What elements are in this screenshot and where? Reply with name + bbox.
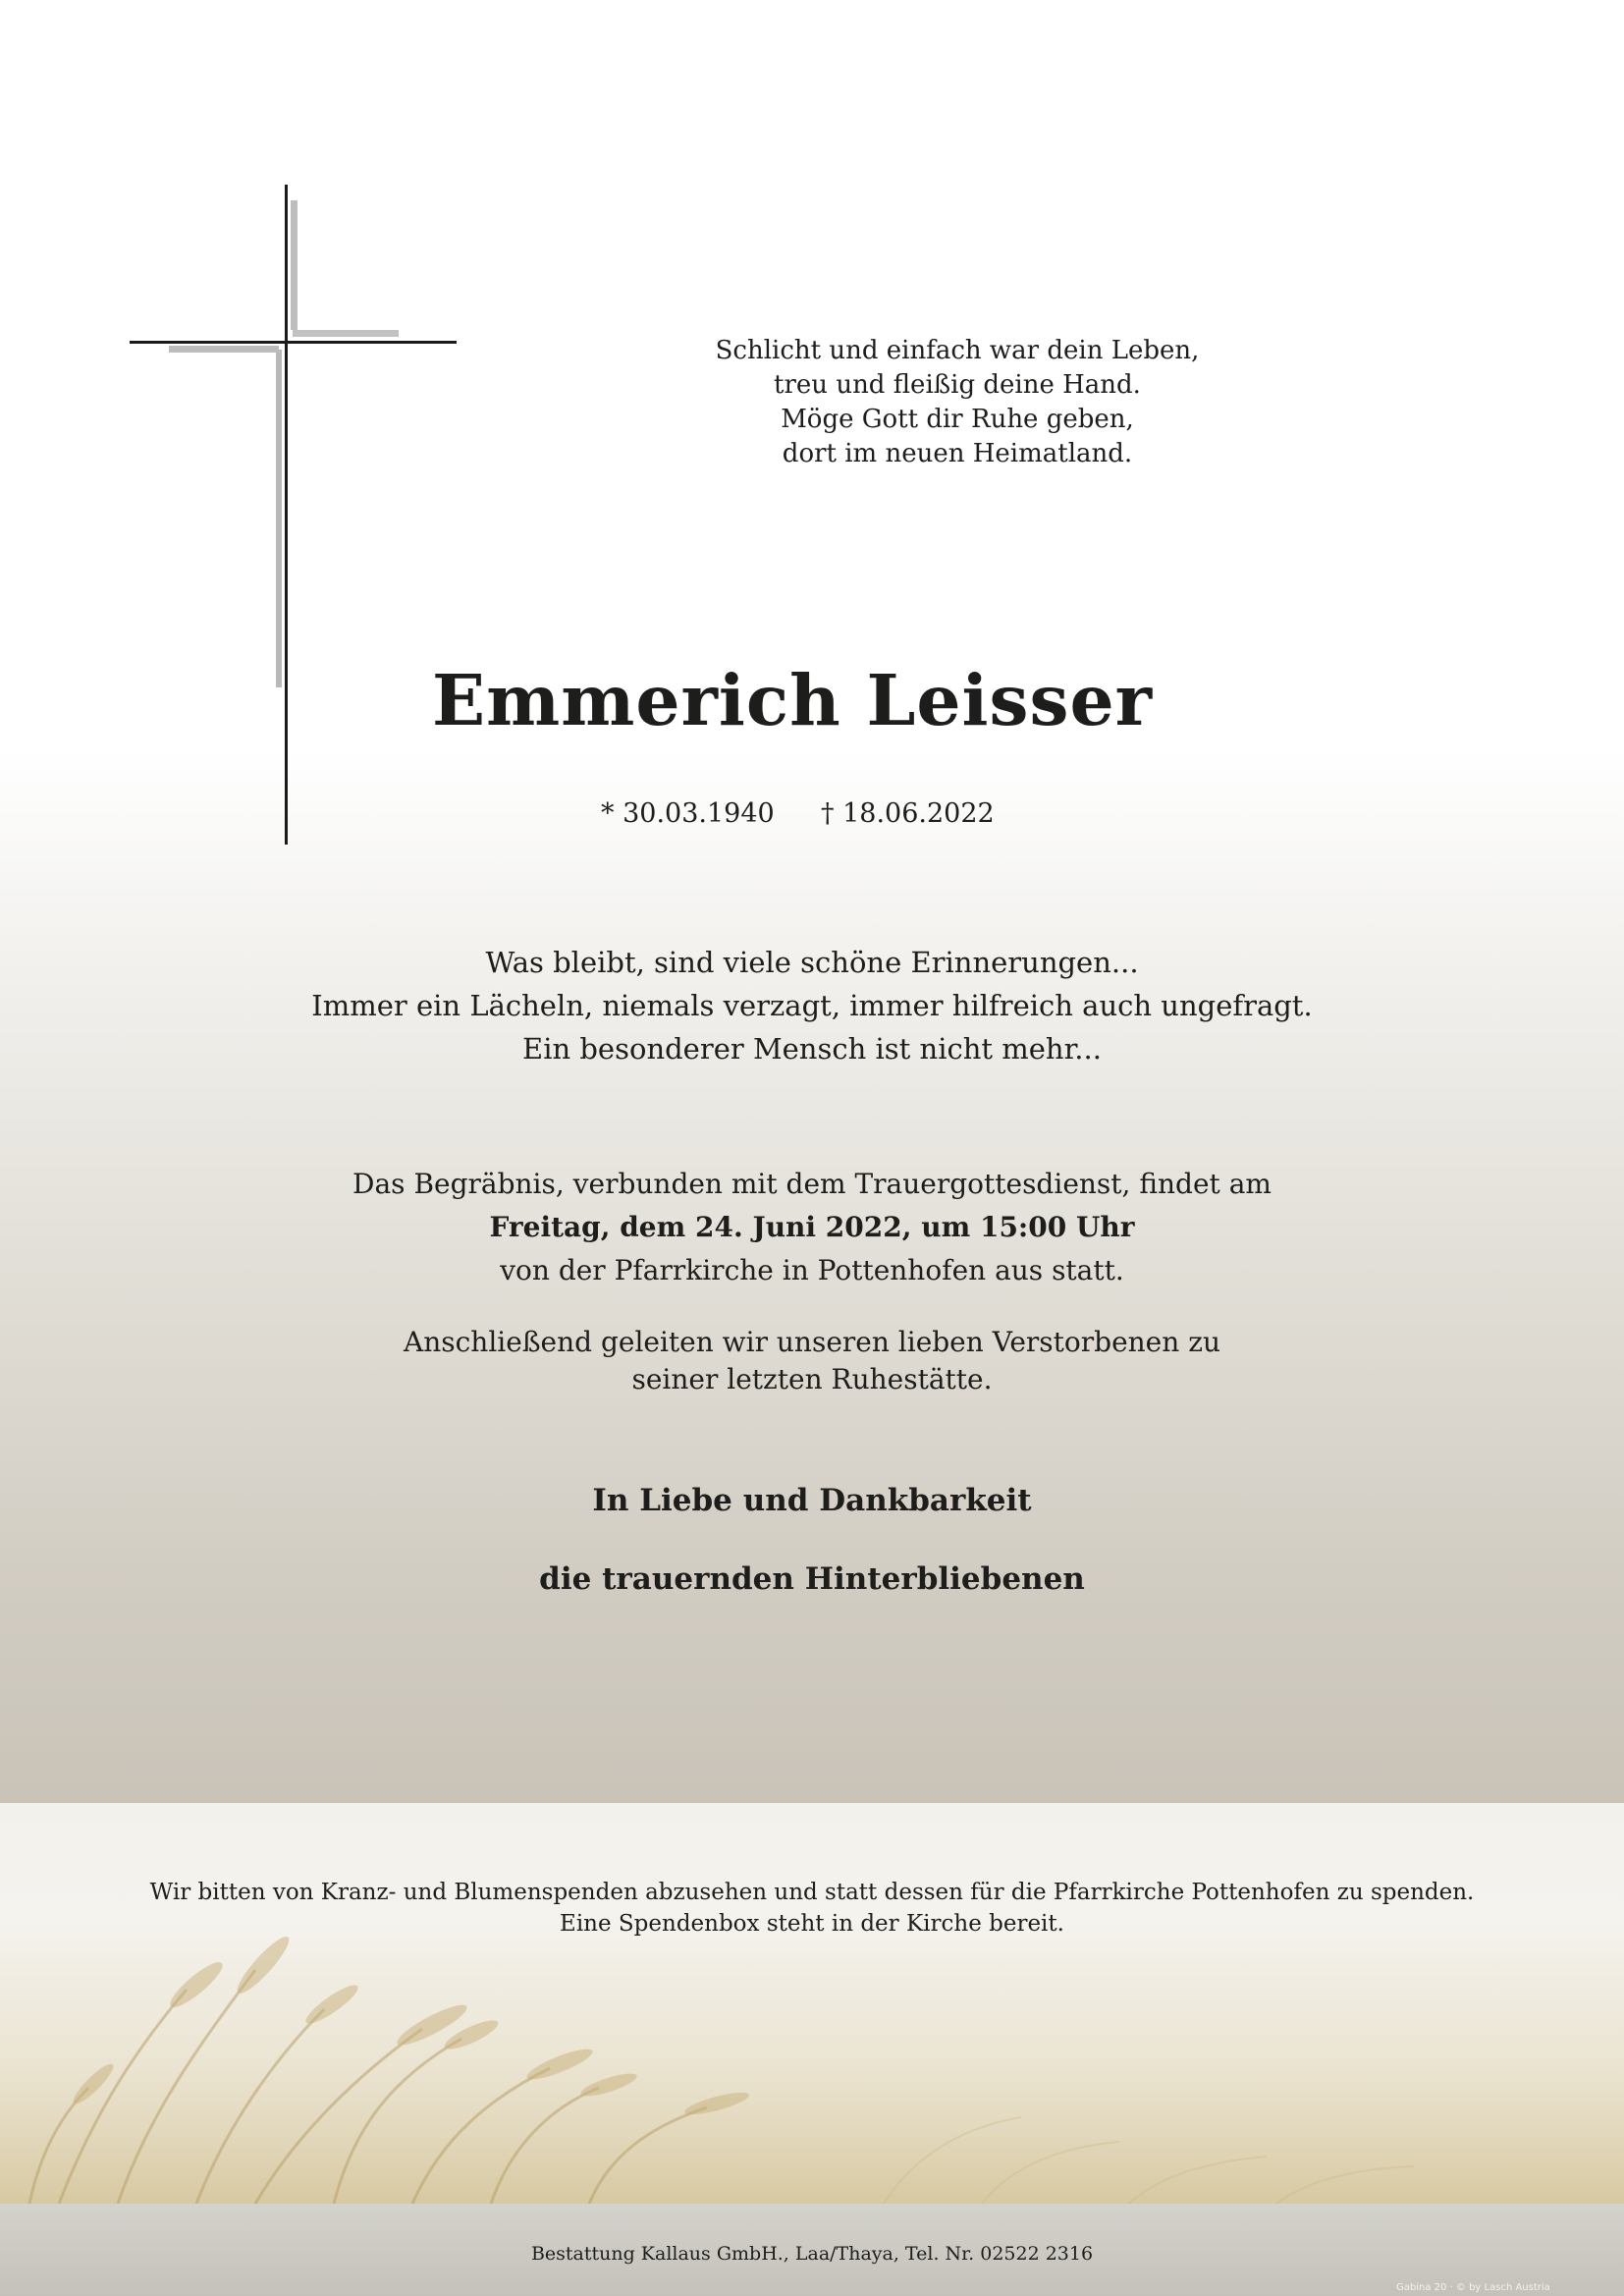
memory-line: Was bleibt, sind viele schöne Erinnerungen... bbox=[485, 946, 1139, 979]
closing-line: In Liebe und Dankbarkeit bbox=[592, 1483, 1032, 1518]
poem-line: treu und fleißig deine Hand. bbox=[774, 370, 1141, 400]
cross-vertical-beam bbox=[285, 185, 288, 845]
closing-words bbox=[196, 1461, 1428, 1618]
donation-note bbox=[98, 1877, 1526, 1940]
cross-horizontal-beam bbox=[130, 341, 457, 344]
wheat-icon bbox=[0, 1803, 1624, 2204]
funeral-home-info: Bestattung Kallaus GmbH., Laa/Thaya, Tel. Nr. 02522 2316 bbox=[530, 2243, 1094, 2265]
funeral-location: von der Pfarrkirche in Pottenhofen aus statt. bbox=[500, 1254, 1124, 1286]
birth-date: * 30.03.1940 bbox=[601, 798, 775, 829]
funeral-intro: Das Begräbnis, verbunden mit dem Trauergottesdienst, findet am bbox=[352, 1168, 1272, 1200]
cross-shadow bbox=[293, 330, 399, 337]
poem-line: Schlicht und einfach war dein Leben, bbox=[715, 336, 1200, 365]
cross-shadow bbox=[291, 200, 298, 330]
poem bbox=[687, 334, 1227, 471]
cross-shadow bbox=[169, 346, 279, 353]
wheat-field-image bbox=[0, 1803, 1624, 2204]
funeral-details bbox=[196, 1163, 1428, 1292]
death-date: † 18.06.2022 bbox=[821, 798, 995, 829]
memory-line: Immer ein Lächeln, niemals verzagt, immer hilfreich auch ungefragt. bbox=[311, 989, 1313, 1022]
watermark: Gabina 20 · © by Lasch Austria bbox=[1396, 2282, 1550, 2293]
deceased-name: Emmerich Leisser bbox=[431, 659, 1154, 741]
donation-line: Wir bitten von Kranz- und Blumenspenden abzusehen und statt dessen für die Pfarrkirche Pottenhofen zu spenden. bbox=[149, 1880, 1475, 1905]
burial-line: Anschließend geleiten wir unseren lieben Verstorbenen zu bbox=[404, 1326, 1220, 1358]
cross-shadow bbox=[276, 350, 282, 687]
burial-line: seiner letzten Ruhestätte. bbox=[631, 1363, 993, 1395]
funeral-date: Freitag, dem 24. Juni 2022, um 15:00 Uhr bbox=[489, 1211, 1135, 1243]
poem-line: Möge Gott dir Ruhe geben, bbox=[781, 405, 1134, 434]
donation-line: Eine Spendenbox steht in der Kirche bereit. bbox=[560, 1911, 1064, 1937]
memory-text bbox=[196, 941, 1428, 1070]
memory-line: Ein besonderer Mensch ist nicht mehr... bbox=[522, 1032, 1102, 1066]
closing-signature: die trauernden Hinterbliebenen bbox=[539, 1561, 1085, 1597]
burial-note bbox=[196, 1324, 1428, 1398]
poem-line: dort im neuen Heimatland. bbox=[782, 439, 1133, 468]
